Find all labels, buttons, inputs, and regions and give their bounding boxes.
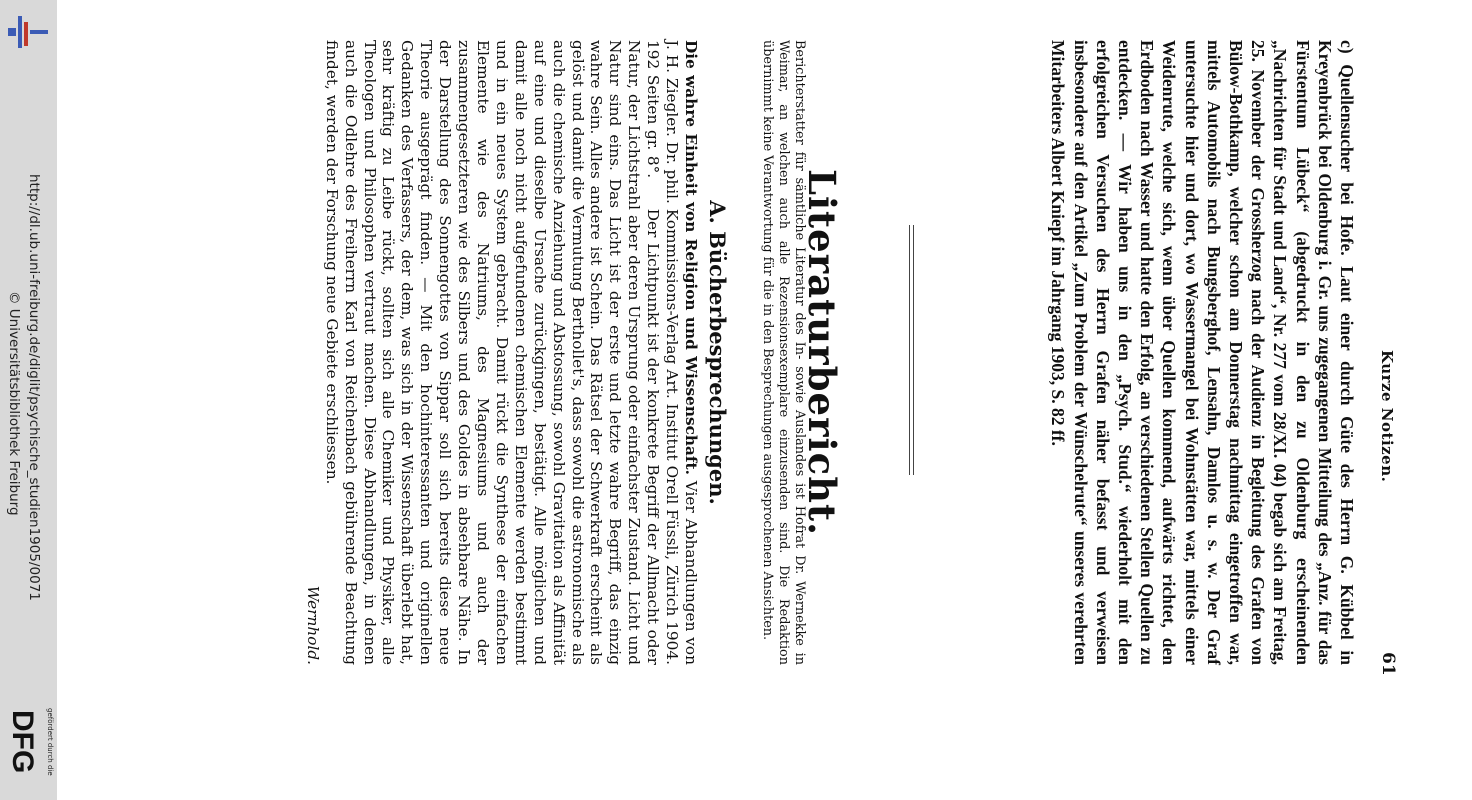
review-title: Die wahre Einheit von Religion und Wissenschaft.	[682, 40, 700, 475]
university-logo-icon	[6, 12, 50, 52]
viewer-sidebar	[0, 0, 57, 800]
copyright-text: © Universitätsbibliothek Freiburg	[6, 291, 22, 516]
running-head: Kurze Notizen.	[1378, 350, 1396, 483]
section-divider	[909, 225, 910, 475]
intro-paragraph: Berichterstatter für sämtliche Literatur des In- sowie Auslandes ist Hofrat Dr. Wernekke in Weimar, an welchen auch alle Rezensionsexemplare einzusenden sind. Die Redaktion übernimmt keine Verantwortung für die in den Besprechungen ausgesprochenen Ansichten.	[759, 40, 807, 665]
subsection-title: A. Bücherbesprechungen.	[705, 200, 730, 505]
review-meta: Vier Abhandlungen von J. H. Ziegler. Dr. phil. Kommissions-Verlag Art. Institut Orell Füssli, Zürich 1904. 192 Seiten gr. 8°.	[644, 40, 700, 665]
book-review	[303, 40, 700, 665]
page-number: 61	[1378, 652, 1398, 676]
dfg-logo-icon	[5, 708, 45, 790]
review-body: Der Lichtpunkt ist der konkrete Begriff der Allmacht oder Natur, der Lichtstrahl aber deren Ursprung oder einfachster Zustand. Licht und Natur sind eins. Das Licht ist der erste und letzte wahre Begriff, das einzig wahre Sein. Alles andere ist Schein. Das Rätsel der Schwerkraft erscheint als gelöst und damit die Vermutung Berthollet's, dass sowohl die astronomische als auch die chemische Anziehung und Abstossung, sowohl Gravitation als Affinität auf eine und dieselbe Ursache zurückgingen, bestätigt. Alle möglichen und damit alle noch nicht aufgefundenen chemischen Elemente werden bestimmt und in ein neues System gebracht. Damit rückt die Synthese der einfachen Elemente wie des Natriums, des Magnesiums und auch der zusammengesetzteren wie des Silbers und des Goldes in absehbare Nähe. In der Darstellung des Sonnengottes von Sippar soll sich bereits diese neue Theorie ausgeprägt finden. — Mit den hochinteressanten und originellen Gedanken des Verfassers, der dem, was sich in der Wissenschaft überlebt hat, sehr kräftig zu Leibe rückt, sollten sich alle Chemiker und Physiker, alle Theologen und Philosophen vertraut machen. Diese Abhandlungen, in denen auch die Odlehre des Freiherrn Karl von Reichenbach gebührende Beachtung findet, werden der Forschung neue Gebiete erschliessen.	[322, 40, 663, 665]
document-page	[185, 40, 1400, 676]
page-header	[1376, 40, 1400, 676]
svg-text:DFG: DFG	[6, 710, 39, 774]
reviewer-signature: Wernhold.	[303, 585, 322, 665]
section-title: Literaturbericht.	[800, 168, 844, 537]
notice-paragraph: c) Quellensucher bei Hofe. Laut einer durch Güte des Herrn G. Kübbel in Kreyenbrück bei Oldenburg i. Gr. uns zugegangenen Mitteilung des „Anz. für das Fürstentum Lübeck“ (abgedruckt in den zu Oldenburg erscheinenden „Nachrichten für Stadt und Land“, Nr. 277 vom 28/XI. 04) begab sich am Freitag, 25. November der Grossherzog nach der Audienz in Begleitung des Grafen von Bülow-Bothkamp, welcher schon am Donnerstag nachmittag eingetroffen war, mittels Automobils nach Bungsberghof, Lensahn, Damlos u. s. w. Der Graf untersuchte hier und dort, wo Wassermangel bei Wohnstätten war, mittels einer Weidenrute, welche sich, wenn über Quellen kommend, aufwärts richtet, den Erdboden nach Wasser und hatte den Erfolg, an verschiedenen Stellen Quellen zu entdecken. — Wir haben uns in den „Psych. Stud.“ wiederholt mit den erfolgreichen Versuchen des Herrn Grafen näher befasst und verweisen insbesondere auf den Artikel „Zum Problem der Wünschelrute“ unseres verehrten Mitarbeiters Albert Kniepf im Jahrgang 1903, S. 82 ff.	[1048, 40, 1357, 665]
source-url-text: http://dl.ub.uni-freiburg.de/diglit/psychische_studien1905/0071	[26, 174, 42, 601]
funder-label: gefördert durch die	[46, 708, 54, 776]
section-divider	[913, 225, 914, 475]
